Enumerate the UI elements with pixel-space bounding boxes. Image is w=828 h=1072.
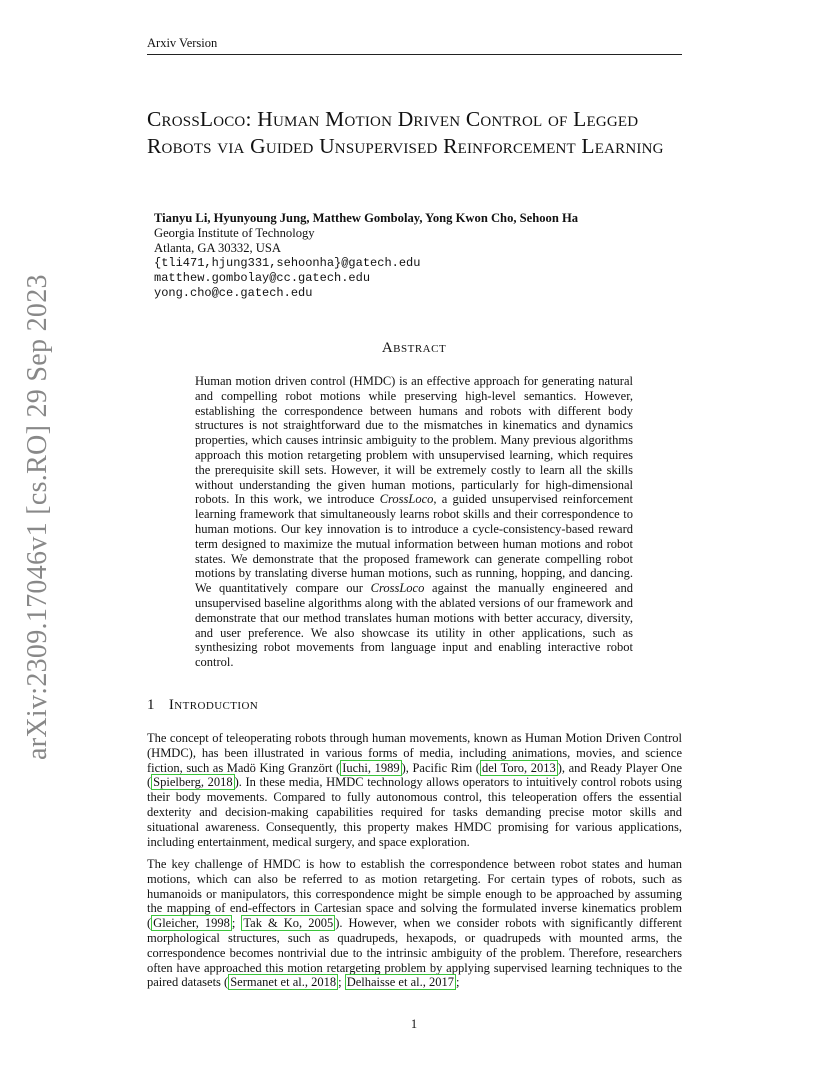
running-header: Arxiv Version [147,36,682,55]
intro-paragraph-2: The key challenge of HMDC is how to establish the correspondence between robot states and human motions, which can also be referred to as motion retargeting. For certain types of robots, such as humanoids or manipulators, this correspondence might be simple enough to be approached by assuming the mapping of end-effectors in Cartesian space and solving the formulated inverse kinematics problem ( Gleicher, 1998 ; Tak & Ko, 2005 ). However, when we consider robots with significantly different morphological structures, such as quadrupeds, hexapods, or quadrupeds with mounted arms, the correspondence becomes nontrivial due to the intrinsic ambiguity of the problem. Therefore, researchers often have approached this motion retargeting problem by applying supervised learning techniques to the paired datasets ( Sermanet et al., 2018 ; Delhaisse et al., 2017 ; [147,857,682,990]
citation-link[interactable]: del Toro, 2013 [481,760,556,775]
intro-paragraph-1: The concept of teleoperating robots through human movements, known as Human Motion Driven Control (HMDC), has been illustrated in various forms of media, including animations, movies, and science fiction, such as Madö King Granzört ( Iuchi, 1989 ), Pacific Rim ( del Toro, 2013 ), and Ready Player One ( Spielberg, 2018 ). In these media, HMDC technology allows operators to intuitively control robots using their body movements. Compared to fully autonomous control, this teleoperation offers the essential dexterity and decision-making capabilities required for tasks demanding precise motor skills and situational awareness. Consequently, this property makes HMDC promising for various applications, including entertainment, medical surgery, and space exploration. [147,731,683,849]
citation-link[interactable]: Tak & Ko, 2005 [243,916,334,931]
citation-link[interactable]: Delhaisse et al., 2017 [346,975,454,990]
abstract-body: Human motion driven control (HMDC) is an effective approach for generating natural and compelling robot motions while preserving high-level semantics. However, establishing the correspondence between humans and robots with different body structures is not straightforward due to the mismatches in kinematics and dynamics properties, which causes intrinsic ambiguity to the problem. Many previous algorithms approach this motion retargeting problem with unsupervised learning, which requires the prerequisite skill sets. However, it will be extremely costly to learn all the skills without understanding the given human motions, particularly for high-dimensional robots. In this work, we introduce CrossLoco, a guided unsupervised reinforcement learning framework that simultaneously learns robot skills and their correspondence to human motions. Our key innovation is to introduce a cycle-consistency-based reward term designed to maximize the mutual information between human motions and robot states. We demonstrate that the proposed framework can generate compelling robot motions by translating diverse human motions, such as running, hopping, and dancing. We quantitatively compare our CrossLoco against the manually engineered and unsupervised baseline algorithms along with the ablated versions of our framework and demonstrate that our method translates human motions with better accuracy, diversity, and user preference. We also showcase its utility in other applications, such as synthesizing robot movements from language input and enabling interactive robot control. [195,374,633,670]
abstract-heading: Abstract [381,340,447,356]
crossloco-emphasis: CrossLoco [379,492,434,507]
section-title: Introduction [168,697,259,713]
section-heading-introduction [147,697,258,714]
email-line-3: yong.cho@ce.gatech.edu [154,286,313,300]
affiliation: Georgia Institute of Technology [154,226,315,240]
arxiv-identifier: arXiv:2309.17046v1 [cs.RO] 29 Sep 2023 [22,274,53,760]
citation-link[interactable]: Iuchi, 1989 [342,760,400,775]
address: Atlanta, GA 30332, USA [154,241,281,255]
section-number: 1 [147,697,155,713]
author-block [154,211,578,301]
paper-title: CrossLoco: Human Motion Driven Control of Legged Robots via Guided Unsupervised Reinforcement Learning [147,107,664,158]
citation-link[interactable]: Spielberg, 2018 [153,775,233,790]
email-line-2: matthew.gombolay@cc.gatech.edu [154,271,371,285]
author-names: Tianyu Li, Hyunyoung Jung, Matthew Gombolay, Yong Kwon Cho, Sehoon Ha [154,211,579,225]
page-number: 1 [410,1017,418,1031]
email-line-1: {tli471,hjung331,sehoonha}@gatech.edu [154,256,421,270]
citation-link[interactable]: Gleicher, 1998 [153,916,230,931]
citation-link[interactable]: Sermanet et al., 2018 [230,975,337,990]
crossloco-emphasis: CrossLoco [370,581,425,596]
